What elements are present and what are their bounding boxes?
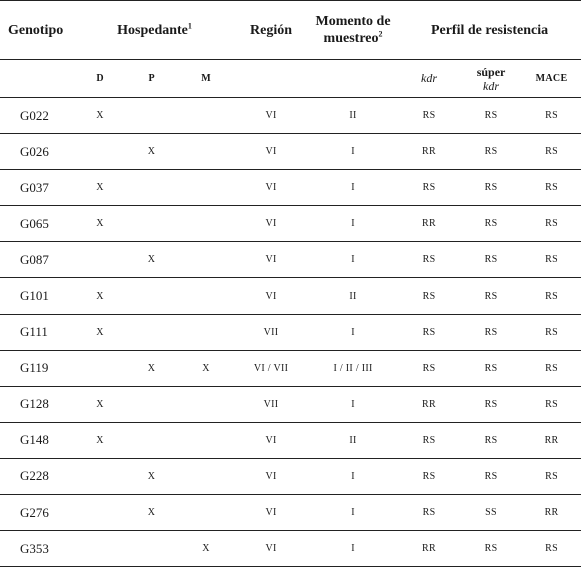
cell-host-p: X — [125, 458, 178, 494]
cell-momento: II — [308, 278, 398, 314]
cell-momento: I — [308, 495, 398, 531]
subheader-p: P — [125, 60, 178, 98]
cell-genotipo: G128 — [0, 386, 75, 422]
cell-host-d — [75, 134, 125, 170]
cell-host-d: X — [75, 278, 125, 314]
cell-momento: I — [308, 314, 398, 350]
cell-host-p — [125, 206, 178, 242]
cell-super-kdr: RS — [460, 170, 522, 206]
table-row — [0, 458, 581, 494]
cell-super-kdr: RS — [460, 531, 522, 567]
cell-host-p: X — [125, 495, 178, 531]
cell-kdr: RR — [398, 206, 460, 242]
table-row — [0, 386, 581, 422]
table-row — [0, 242, 581, 278]
cell-host-m — [178, 170, 234, 206]
table-row — [0, 422, 581, 458]
cell-genotipo: G022 — [0, 98, 75, 134]
cell-mace: RS — [522, 350, 581, 386]
cell-host-d: X — [75, 98, 125, 134]
cell-super-kdr: SS — [460, 495, 522, 531]
table-row — [0, 314, 581, 350]
cell-genotipo: G353 — [0, 531, 75, 567]
cell-momento: I — [308, 134, 398, 170]
cell-host-m — [178, 98, 234, 134]
cell-kdr: RS — [398, 98, 460, 134]
cell-momento: I — [308, 458, 398, 494]
subheader-super-prefix: súper — [476, 64, 506, 79]
subheader-blank — [0, 60, 75, 98]
cell-kdr: RS — [398, 170, 460, 206]
cell-region: VI — [234, 134, 308, 170]
cell-host-d — [75, 458, 125, 494]
cell-host-p: X — [125, 134, 178, 170]
cell-host-d: X — [75, 170, 125, 206]
cell-host-p — [125, 314, 178, 350]
cell-genotipo: G148 — [0, 422, 75, 458]
cell-mace: RS — [522, 278, 581, 314]
cell-genotipo: G276 — [0, 495, 75, 531]
cell-genotipo: G087 — [0, 242, 75, 278]
cell-host-p — [125, 98, 178, 134]
cell-mace: RS — [522, 242, 581, 278]
cell-kdr: RS — [398, 314, 460, 350]
cell-momento: I — [308, 206, 398, 242]
cell-mace: RS — [522, 531, 581, 567]
cell-super-kdr: RS — [460, 314, 522, 350]
hospedante-footnote-marker: 1 — [187, 20, 192, 30]
cell-momento: II — [308, 98, 398, 134]
cell-momento: I / II / III — [308, 350, 398, 386]
cell-momento: I — [308, 531, 398, 567]
cell-mace: RS — [522, 134, 581, 170]
cell-super-kdr: RS — [460, 278, 522, 314]
cell-kdr: RR — [398, 531, 460, 567]
cell-genotipo: G065 — [0, 206, 75, 242]
subheader-d: D — [75, 60, 125, 98]
subheader-super-kdr — [460, 60, 522, 98]
cell-region: VI — [234, 495, 308, 531]
genotipo-header: Genotipo — [0, 1, 75, 60]
cell-super-kdr: RS — [460, 350, 522, 386]
cell-kdr: RS — [398, 278, 460, 314]
table-row — [0, 98, 581, 134]
cell-host-m — [178, 314, 234, 350]
momento-header — [308, 1, 398, 60]
header-row — [0, 1, 581, 60]
table-row — [0, 531, 581, 567]
table-row — [0, 350, 581, 386]
cell-genotipo: G119 — [0, 350, 75, 386]
cell-mace: RS — [522, 386, 581, 422]
cell-genotipo: G101 — [0, 278, 75, 314]
cell-host-p — [125, 278, 178, 314]
cell-host-p — [125, 386, 178, 422]
subheader-mace: MACE — [522, 60, 581, 98]
perfil-header: Perfil de resistencia — [398, 1, 581, 60]
cell-kdr: RR — [398, 386, 460, 422]
cell-momento: II — [308, 422, 398, 458]
cell-super-kdr: RS — [460, 134, 522, 170]
cell-genotipo: G111 — [0, 314, 75, 350]
cell-mace: RR — [522, 422, 581, 458]
momento-header-label: Momento de muestreo — [315, 14, 391, 46]
hospedante-header — [75, 1, 234, 60]
cell-region: VI — [234, 422, 308, 458]
cell-momento: I — [308, 170, 398, 206]
subheader-kdr: kdr — [398, 60, 460, 98]
cell-kdr: RS — [398, 495, 460, 531]
cell-host-m — [178, 206, 234, 242]
cell-region: VI — [234, 206, 308, 242]
cell-host-m — [178, 242, 234, 278]
cell-mace: RS — [522, 206, 581, 242]
cell-genotipo: G228 — [0, 458, 75, 494]
cell-host-m — [178, 495, 234, 531]
cell-host-m — [178, 134, 234, 170]
cell-region: VI — [234, 458, 308, 494]
subheader-blank — [234, 60, 308, 98]
cell-mace: RS — [522, 98, 581, 134]
cell-host-d: X — [75, 386, 125, 422]
cell-host-d — [75, 242, 125, 278]
cell-kdr: RS — [398, 458, 460, 494]
hospedante-header-label: Hospedante — [117, 22, 188, 38]
cell-super-kdr: RS — [460, 422, 522, 458]
subheader-blank — [308, 60, 398, 98]
table-row — [0, 278, 581, 314]
cell-host-m — [178, 278, 234, 314]
cell-host-d: X — [75, 314, 125, 350]
subheader-m: M — [178, 60, 234, 98]
cell-host-p: X — [125, 242, 178, 278]
cell-region: VI — [234, 98, 308, 134]
cell-host-m: X — [178, 531, 234, 567]
cell-region: VI — [234, 278, 308, 314]
table-row — [0, 495, 581, 531]
cell-super-kdr: RS — [460, 458, 522, 494]
cell-region: VI — [234, 170, 308, 206]
cell-region: VII — [234, 314, 308, 350]
cell-region: VII — [234, 386, 308, 422]
cell-host-d: X — [75, 422, 125, 458]
table-row — [0, 134, 581, 170]
cell-host-p: X — [125, 350, 178, 386]
cell-host-d — [75, 495, 125, 531]
cell-super-kdr: RS — [460, 386, 522, 422]
subheader-super-kdr-label: kdr — [483, 78, 500, 93]
cell-mace: RS — [522, 314, 581, 350]
cell-region: VI — [234, 531, 308, 567]
momento-footnote-marker: 2 — [378, 29, 383, 39]
cell-host-m — [178, 386, 234, 422]
cell-kdr: RR — [398, 134, 460, 170]
subheader-row — [0, 60, 581, 98]
cell-host-d — [75, 350, 125, 386]
cell-host-p — [125, 422, 178, 458]
cell-mace: RS — [522, 170, 581, 206]
cell-host-m: X — [178, 350, 234, 386]
cell-host-p — [125, 531, 178, 567]
table-row — [0, 206, 581, 242]
cell-kdr: RS — [398, 350, 460, 386]
cell-host-p — [125, 170, 178, 206]
cell-region: VI — [234, 242, 308, 278]
cell-super-kdr: RS — [460, 242, 522, 278]
region-header: Región — [234, 1, 308, 60]
cell-mace: RS — [522, 458, 581, 494]
cell-kdr: RS — [398, 422, 460, 458]
cell-host-m — [178, 458, 234, 494]
cell-mace: RR — [522, 495, 581, 531]
cell-kdr: RS — [398, 242, 460, 278]
cell-host-d: X — [75, 206, 125, 242]
cell-host-m — [178, 422, 234, 458]
table-row — [0, 170, 581, 206]
cell-momento: I — [308, 386, 398, 422]
cell-super-kdr: RS — [460, 206, 522, 242]
cell-genotipo: G037 — [0, 170, 75, 206]
cell-momento: I — [308, 242, 398, 278]
table-body — [0, 98, 581, 567]
cell-genotipo: G026 — [0, 134, 75, 170]
cell-region: VI / VII — [234, 350, 308, 386]
cell-super-kdr: RS — [460, 98, 522, 134]
cell-host-d — [75, 531, 125, 567]
